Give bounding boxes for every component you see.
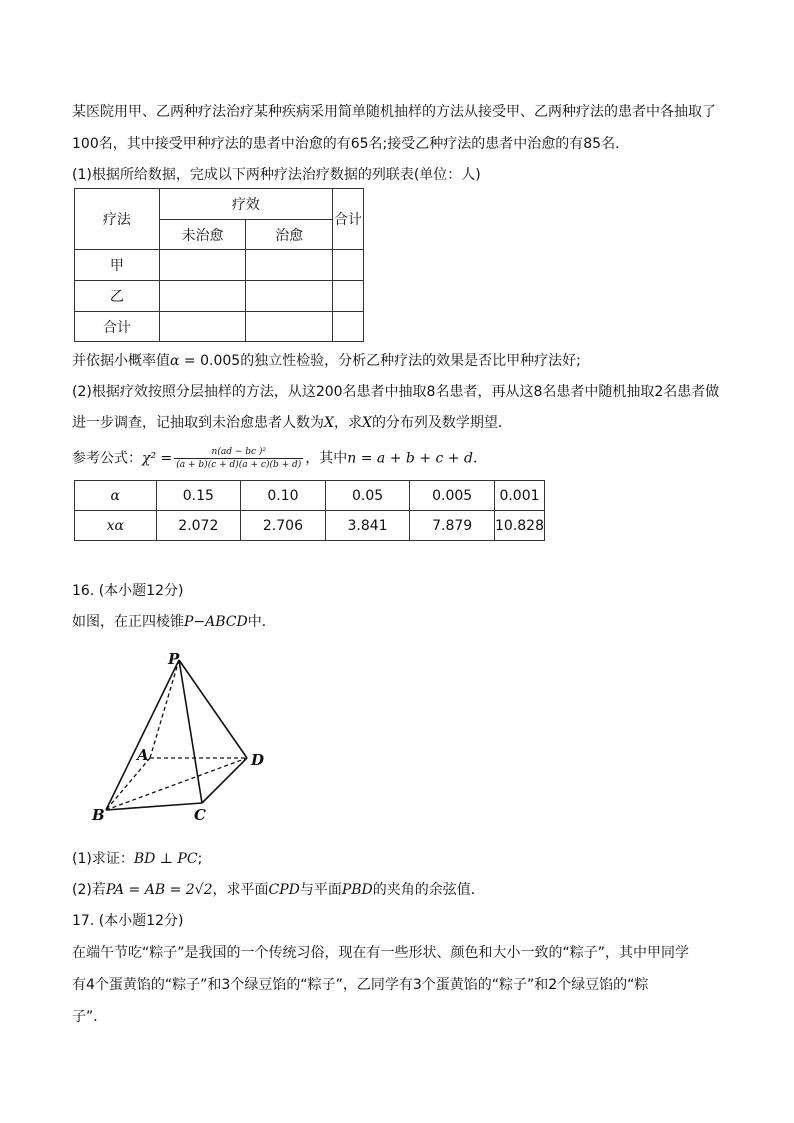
label-D: D <box>251 751 265 769</box>
p16-header: 16. (本小题12分) <box>72 583 184 599</box>
row-label-total: 合计 <box>75 312 160 342</box>
formula-lhs: χ² = <box>142 450 173 467</box>
p15-question2-line2 <box>72 413 512 433</box>
pyramid-figure <box>82 648 282 838</box>
alpha-value: 0.001 <box>495 481 545 511</box>
x-alpha-value: 7.879 <box>410 511 495 541</box>
label-A: A <box>137 746 149 764</box>
p15-question1: (1)根据所给数据，完成以下两种疗法治疗数据的列联表(单位：人) <box>72 167 481 183</box>
label-B: B <box>92 806 105 824</box>
q1-tail-pre: 并依据小概率值 <box>72 353 170 369</box>
p16-q2-mid2: 与平面 <box>299 882 342 898</box>
table-cell <box>246 250 333 281</box>
p17-header: 17. (本小题12分) <box>72 913 184 929</box>
p16-pyramid-name: P−ABCD <box>184 614 248 630</box>
contingency-table <box>74 188 364 342</box>
header-total: 合计 <box>333 189 364 250</box>
table-cell <box>246 281 333 312</box>
p16-q2-mid: ，求平面 <box>212 882 269 898</box>
p16-intro <box>72 612 276 632</box>
edge-CD <box>202 758 247 803</box>
p16-q1-math: BD ⊥ PC <box>133 851 198 867</box>
p15-question1-tail <box>72 351 581 371</box>
p16-q1-post: ; <box>197 851 203 867</box>
p15-intro-line1: 某医院用甲、乙两种疗法治疗某种疾病采用简单随机抽样的方法从接受甲、乙两种疗法的患者中各抽取了 <box>72 104 716 120</box>
table-cell <box>159 281 246 312</box>
q2-var-x: X <box>324 415 334 431</box>
formula-denominator: (a + b)(c + d)(a + c)(b + d) <box>176 460 302 470</box>
p17-line3: 子”． <box>72 1009 108 1025</box>
p15-question2-line1: (2)根据疗效按照分层抽样的方法，从这200名患者中抽取8名患者，再从这8名患者中随机抽取2名患者做 <box>72 384 720 400</box>
q2-line2-post: 的分布列及数学期望． <box>371 415 512 431</box>
label-C: C <box>194 806 206 824</box>
q2-var-x2: X <box>361 415 372 431</box>
alpha-value: 0.15 <box>156 481 241 511</box>
p16-question2 <box>72 880 485 900</box>
edge-PC <box>179 660 202 803</box>
q2-line2-mid: ，求 <box>333 415 362 431</box>
formula-mid: ，其中 <box>305 450 348 467</box>
p16-q2-post: 的夹角的余弦值． <box>372 882 485 898</box>
table-cell <box>159 312 246 342</box>
p15-intro-line2: 100名，其中接受甲种疗法的患者中治愈的有65名;接受乙种疗法的患者中治愈的有85名． <box>72 136 630 152</box>
formula-n: n = a + b + c + d <box>347 450 473 467</box>
p16-q2-pre: (2)若 <box>72 882 106 898</box>
q1-tail-post: 的独立性检验，分析乙种疗法的效果是否比甲种疗法好; <box>240 353 581 369</box>
header-effect: 疗效 <box>159 189 332 220</box>
p16-q2-plane-pbd: PBD <box>341 882 373 898</box>
formula-label: 参考公式： <box>72 450 142 467</box>
x-alpha-value: 2.072 <box>156 511 241 541</box>
p16-intro-pre: 如图，在正四棱锥 <box>72 614 184 630</box>
formula-numerator: n(ad − bc )² <box>174 446 303 459</box>
col-uncured: 未治愈 <box>159 220 246 250</box>
reference-formula <box>72 446 487 471</box>
alpha-value: 0.05 <box>325 481 410 511</box>
formula-end: ． <box>472 450 487 467</box>
q1-alpha-value: = 0.005 <box>179 353 241 369</box>
table-cell <box>333 281 364 312</box>
p16-q2-math: PA = AB = 2√2 <box>105 882 213 898</box>
label-P: P <box>168 650 180 668</box>
p17-line1: 在端午节吃“粽子”是我国的一个传统习俗，现在有一些形状、颜色和大小一致的“粽子”，其中甲同学 <box>72 945 690 961</box>
formula-fraction <box>174 446 303 471</box>
table-cell <box>159 250 246 281</box>
alpha-label: α <box>75 481 157 511</box>
row-label-jia: 甲 <box>75 250 160 281</box>
p16-q2-plane-cpd: CPD <box>268 882 300 898</box>
x-alpha-value: 3.841 <box>325 511 410 541</box>
x-alpha-label: xα <box>75 511 157 541</box>
p17-line2: 有4个蛋黄馅的“粽子”和3个绿豆馅的“粽子”，乙同学有3个蛋黄馅的“粽子”和2个绿豆馅的“粽 <box>72 977 649 993</box>
p16-q1-pre: (1)求证： <box>72 851 134 867</box>
x-alpha-value: 2.706 <box>241 511 326 541</box>
alpha-value: 0.005 <box>410 481 495 511</box>
critical-value-table <box>74 480 545 541</box>
p16-question1 <box>72 849 202 869</box>
q2-line2-pre: 进一步调查，记抽取到未治愈患者人数为 <box>72 415 324 431</box>
table-cell <box>333 250 364 281</box>
table-cell <box>333 312 364 342</box>
q1-alpha: α <box>170 353 180 369</box>
table-cell <box>246 312 333 342</box>
col-cured: 治愈 <box>246 220 333 250</box>
edge-PD <box>179 660 247 758</box>
alpha-value: 0.10 <box>241 481 326 511</box>
x-alpha-value: 10.828 <box>495 511 545 541</box>
header-method: 疗法 <box>75 189 160 250</box>
p16-intro-post: 中． <box>247 614 276 630</box>
row-label-yi: 乙 <box>75 281 160 312</box>
